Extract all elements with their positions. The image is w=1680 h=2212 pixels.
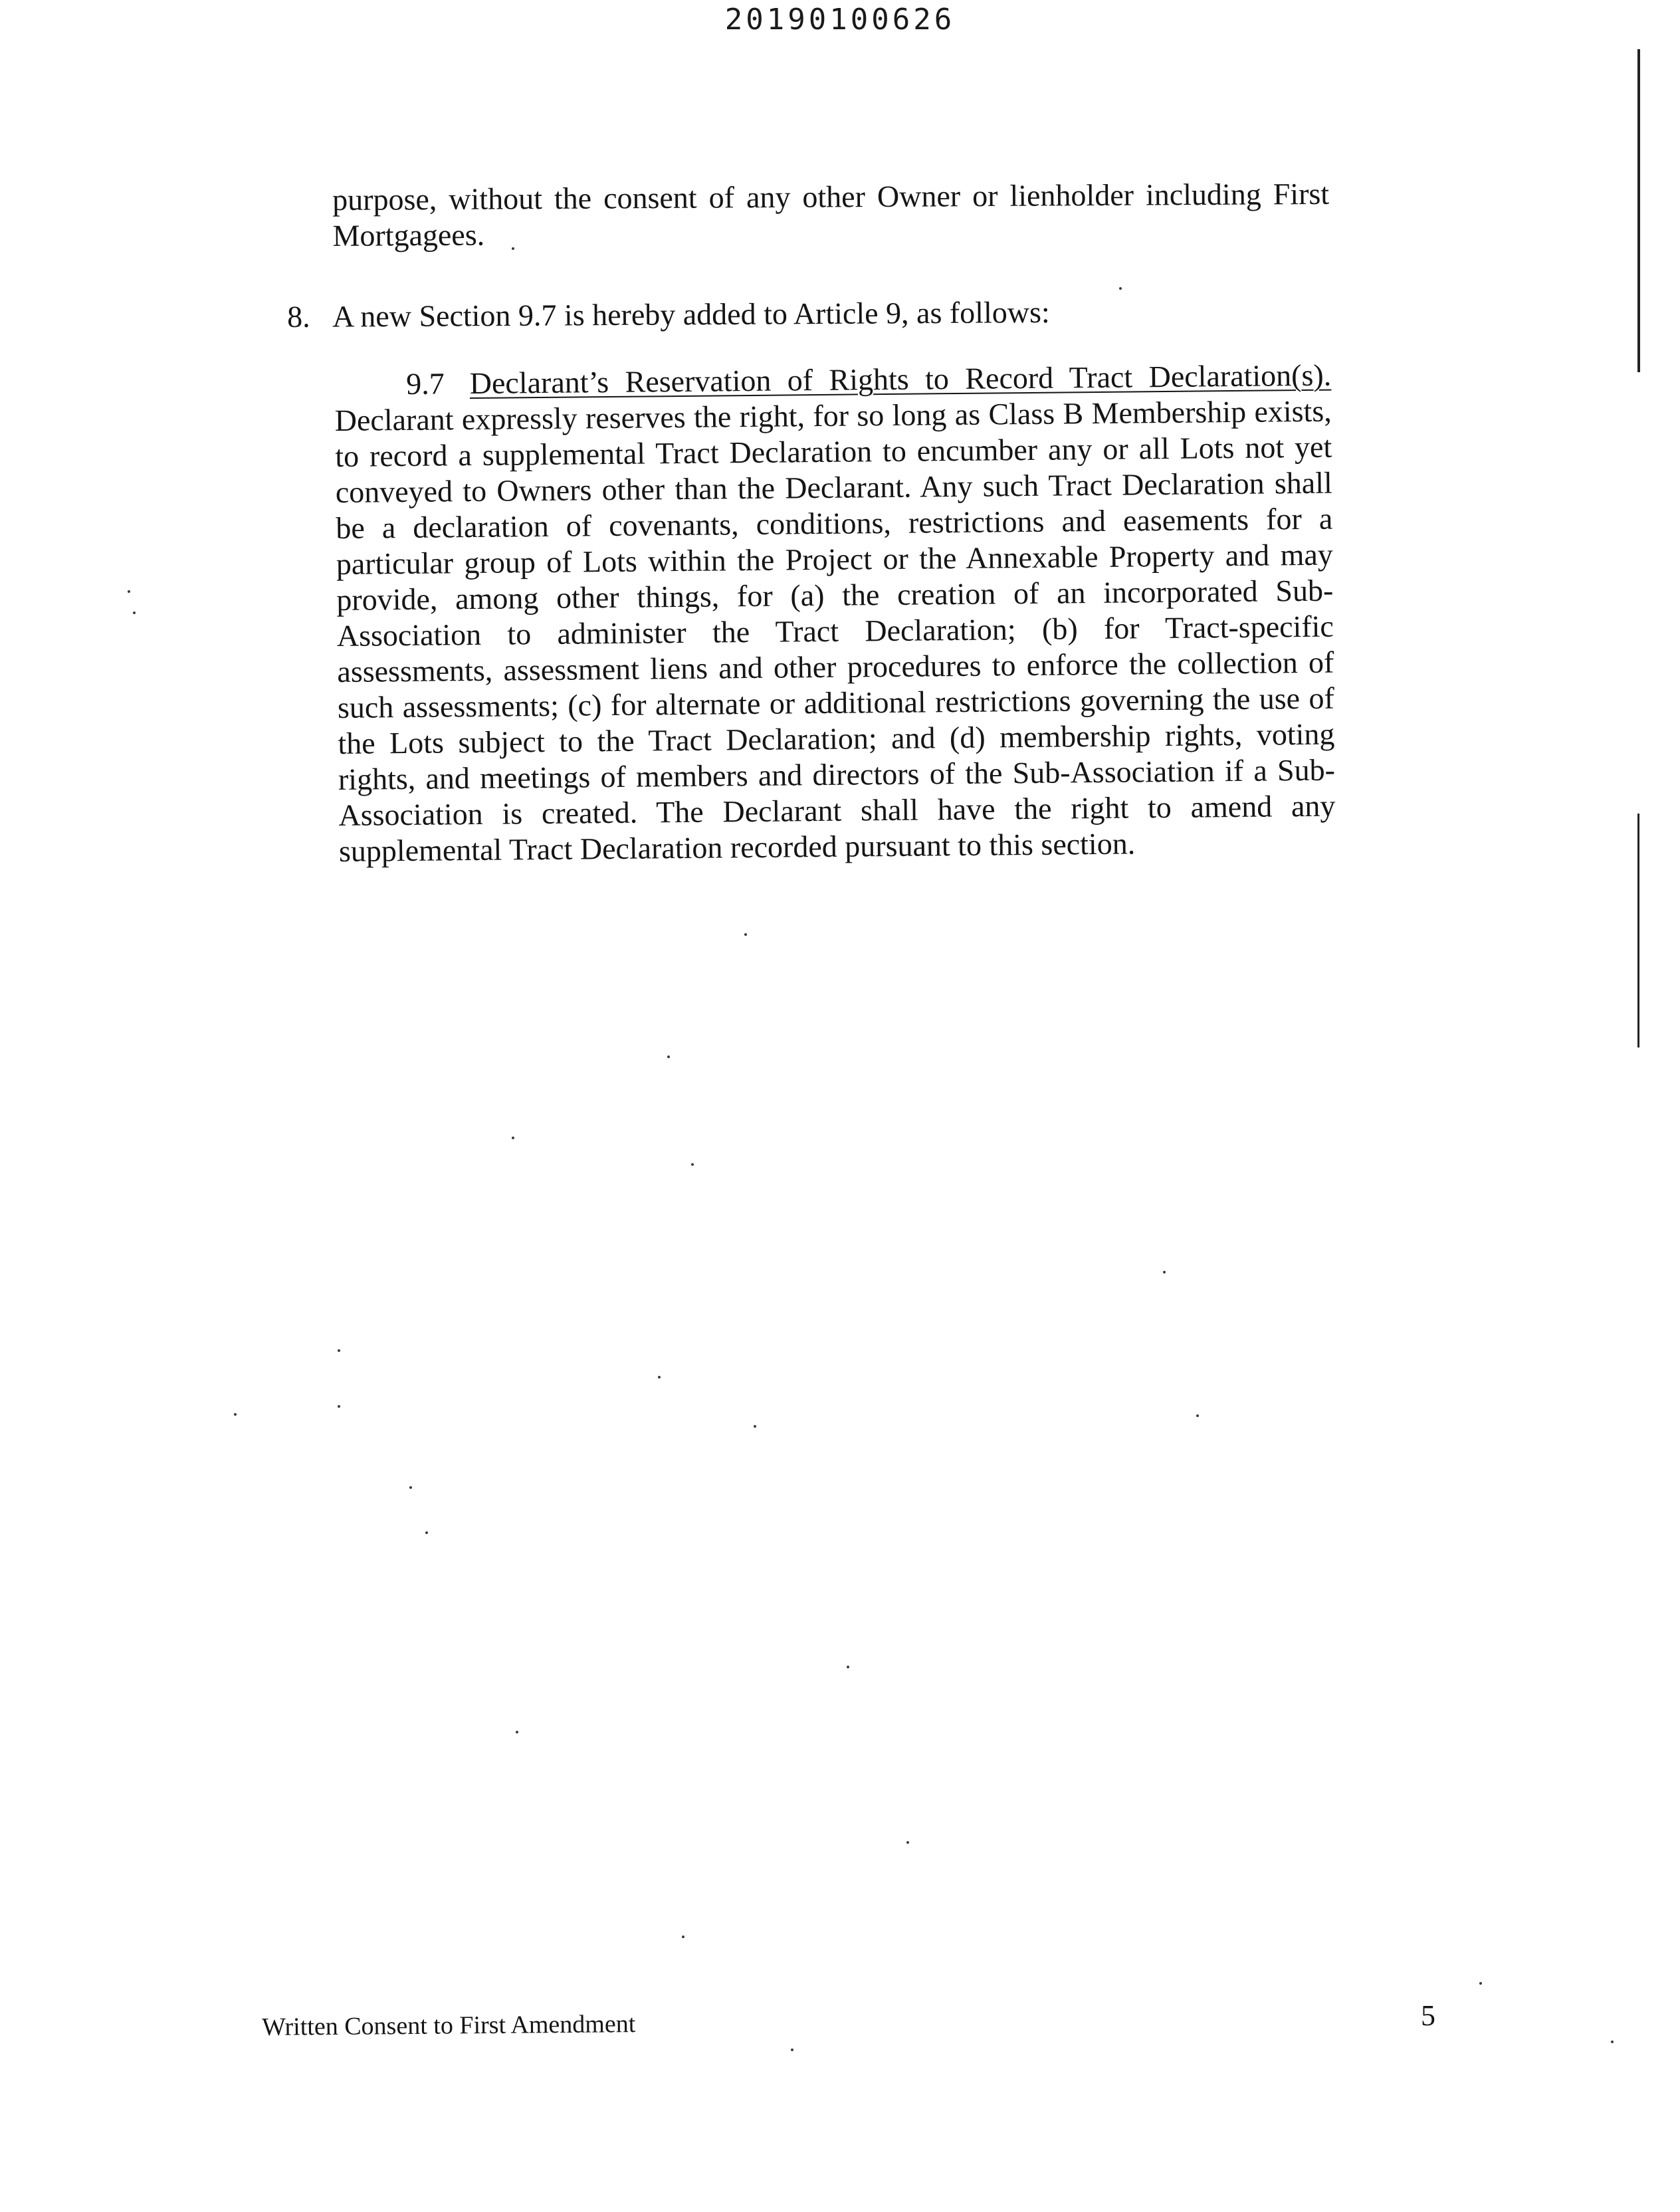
- page-number: 5: [1421, 1999, 1435, 2032]
- scan-speck: [682, 1936, 684, 1938]
- scan-speck: [691, 1163, 694, 1166]
- scan-speck: [512, 1137, 514, 1139]
- scan-speck: [754, 1425, 756, 1428]
- scan-edge-line: [1637, 49, 1640, 372]
- scan-speck: [658, 1376, 661, 1379]
- scan-speck: [1119, 287, 1122, 290]
- scan-speck: [128, 590, 130, 593]
- list-item-text: A new Section 9.7 is hereby added to Article 9, as follows:: [332, 294, 1050, 334]
- scan-speck: [744, 933, 747, 936]
- section-9-7: [334, 358, 1336, 869]
- scan-speck: [1479, 1982, 1482, 1985]
- scan-speck: [667, 1055, 670, 1058]
- scan-speck: [791, 2048, 793, 2051]
- continuation-paragraph: purpose, without the consent of any other Owner or lienholder including First Mortgagees.: [332, 176, 1330, 253]
- scan-speck: [1196, 1414, 1199, 1417]
- scan-speck: [906, 1841, 909, 1844]
- scan-speck: [1611, 2041, 1614, 2043]
- scan-speck: [338, 1405, 340, 1408]
- scan-speck: [516, 1731, 518, 1733]
- document-number: 20190100626: [724, 3, 956, 37]
- list-item-number: 8.: [287, 299, 310, 334]
- footer-title: Written Consent to First Amendment: [262, 2010, 636, 2041]
- section-body: Declarant expressly reserves the right, for so long as Class B Membership exists, to record a supplemental Tract Declaration to encumber any or all Lots not yet conveyed to Owners other than the Declarant. Any such Tract Declaration shall be a declaration of covenants, conditions, restrictions and easements for a particular group of Lots within the Project or the Annexable Property and may provide, among other things, for (a) the creation of an incorporated Sub-Association to administer the Tract Declaration; (b) for Tract-specific assessments, assessment liens and other procedures to enforce the collection of such assessments; (c) for alternate or additional restrictions governing the use of the Lots subject to the Tract Declaration; and (d) membership rights, voting rights, and meetings of members and directors of the Sub-Association if a Sub-Association is created. The Declarant shall have the right to amend any supplemental Tract Declaration recorded pursuant to this section.: [334, 393, 1336, 868]
- scan-speck: [847, 1666, 849, 1668]
- scan-edge-line: [1637, 814, 1639, 1048]
- scan-speck: [133, 611, 136, 614]
- scan-speck: [338, 1349, 340, 1352]
- scan-speck: [1163, 1271, 1166, 1273]
- scan-speck: [425, 1531, 428, 1534]
- list-item-8: [287, 294, 1050, 335]
- scan-speck: [234, 1413, 237, 1416]
- scan-speck: [512, 247, 514, 250]
- section-number: 9.7: [406, 366, 445, 401]
- section-title: Declarant’s Reservation of Rights to Record Tract Declaration(s).: [469, 358, 1332, 401]
- scan-speck: [409, 1486, 412, 1489]
